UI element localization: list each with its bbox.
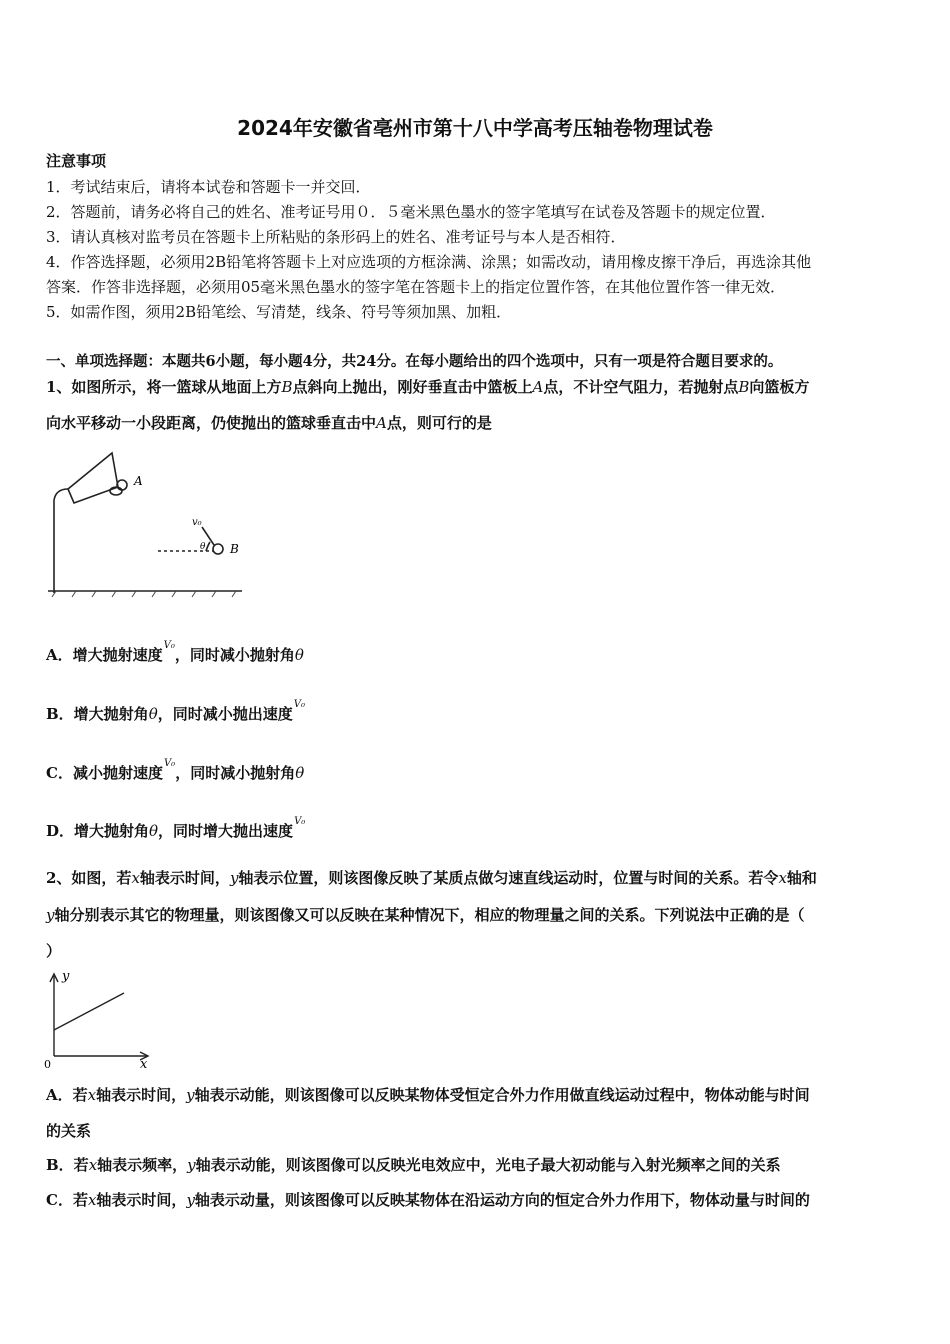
ground-hatch <box>232 591 236 597</box>
q1-stem-line-1: 1、如图所示，将一篮球从地面上方B点斜向上抛出，刚好垂直击中篮板上A点，不计空气阻力，若抛射点B向篮板方 <box>46 378 810 396</box>
section-heading: 一、单项选择题：本题共6小题，每小题4分，共24分。在每小题给出的四个选项中，只有一项是符合题目要求的。 <box>46 353 783 370</box>
graph-line <box>54 993 124 1030</box>
q1-stem-line-2: 向水平移动一小段距离，仍使抛出的篮球垂直击中A点，则可行的是 <box>46 414 492 432</box>
ground-hatch <box>92 591 96 597</box>
backboard <box>68 453 118 503</box>
q1-option-b[interactable]: B．增大抛射角θ，同时减小抛出速度$^{V_0}$ <box>46 699 305 723</box>
origin-label: 0 <box>44 1058 51 1070</box>
ball-at-a <box>117 480 127 490</box>
ground-hatch <box>212 591 216 597</box>
q2-option-a-line-2: 的关系 <box>46 1122 92 1140</box>
ground-hatch <box>152 591 156 597</box>
hoop-arm <box>54 489 68 500</box>
ground-hatch <box>132 591 136 597</box>
ball-at-b <box>213 544 223 554</box>
label-b: B <box>230 542 239 556</box>
q1-option-d[interactable]: D．增大抛射角θ，同时增大抛出速度$^{V_0}$ <box>46 816 306 840</box>
q2-stem-line-3: ） <box>46 942 62 960</box>
q1-option-a[interactable]: A．增大抛射速度$^{V_0}$，同时减小抛射角θ <box>46 640 304 664</box>
q2-option-b[interactable]: B．若x轴表示频率，y轴表示动能，则该图像可以反映光电效应中，光电子最大初动能与入射光频率之间的关系 <box>46 1156 781 1174</box>
label-theta: θ <box>200 542 206 552</box>
q2-stem-line-1: 2、如图，若x轴表示时间，y轴表示位置，则该图像反映了某质点做匀速直线运动时，位置与时间的关系。若令x轴和 <box>46 869 817 887</box>
notice-item: 4．作答选择题，必须用2B铅笔将答题卡上对应选项的方框涂满、涂黑；如需改动，请用橡皮擦干净后，再选涂其他 <box>46 253 812 271</box>
ground-hatch <box>192 591 196 597</box>
q2-stem-line-2: y轴分别表示其它的物理量，则该图像又可以反映在某种情况下，相应的物理量之间的关系。下列说法中正确的是（ <box>46 906 805 924</box>
ground-hatch <box>72 591 76 597</box>
q2-option-c-line-1[interactable]: C．若x轴表示时间，y轴表示动量，则该图像可以反映某物体在沿运动方向的恒定合外力作用下，物体动量与时间的 <box>46 1191 810 1209</box>
notice-item: 5．如需作图，须用2B铅笔绘、写清楚，线条、符号等须加黑、加粗． <box>46 303 512 321</box>
notice-item: 3．请认真核对监考员在答题卡上所粘贴的条形码上的姓名、准考证号与本人是否相符． <box>46 228 626 246</box>
y-axis-label: y <box>62 969 70 984</box>
ground-hatch <box>112 591 116 597</box>
notice-heading: 注意事项 <box>46 152 107 170</box>
angle-arc <box>206 542 210 551</box>
label-v0: v₀ <box>192 517 202 528</box>
q2-graph <box>40 966 160 1070</box>
label-a: A <box>134 474 143 488</box>
ground-hatch <box>172 591 176 597</box>
notice-item: 2．答题前，请务必将自己的姓名、准考证号用０．５毫米黑色墨水的签字笔填写在试卷及答题卡的规定位置． <box>46 203 776 221</box>
page-title: 2024年安徽省亳州市第十八中学高考压轴卷物理试卷 <box>237 116 713 140</box>
x-axis-label: x <box>140 1057 148 1070</box>
notice-item: 答案．作答非选择题，必须用05毫米黑色墨水的签字笔在答题卡上的指定位置作答，在其他位置作答一律无效． <box>46 278 786 296</box>
notice-item: 1．考试结束后，请将本试卷和答题卡一并交回． <box>46 178 371 196</box>
q1-option-c[interactable]: C．减小抛射速度$^{V_0}$，同时减小抛射角θ <box>46 758 305 782</box>
q2-option-a-line-1[interactable]: A．若x轴表示时间，y轴表示动能，则该图像可以反映某物体受恒定合外力作用做直线运动过程中，物体动能与时间 <box>46 1086 810 1104</box>
basketball-figure <box>46 445 246 605</box>
